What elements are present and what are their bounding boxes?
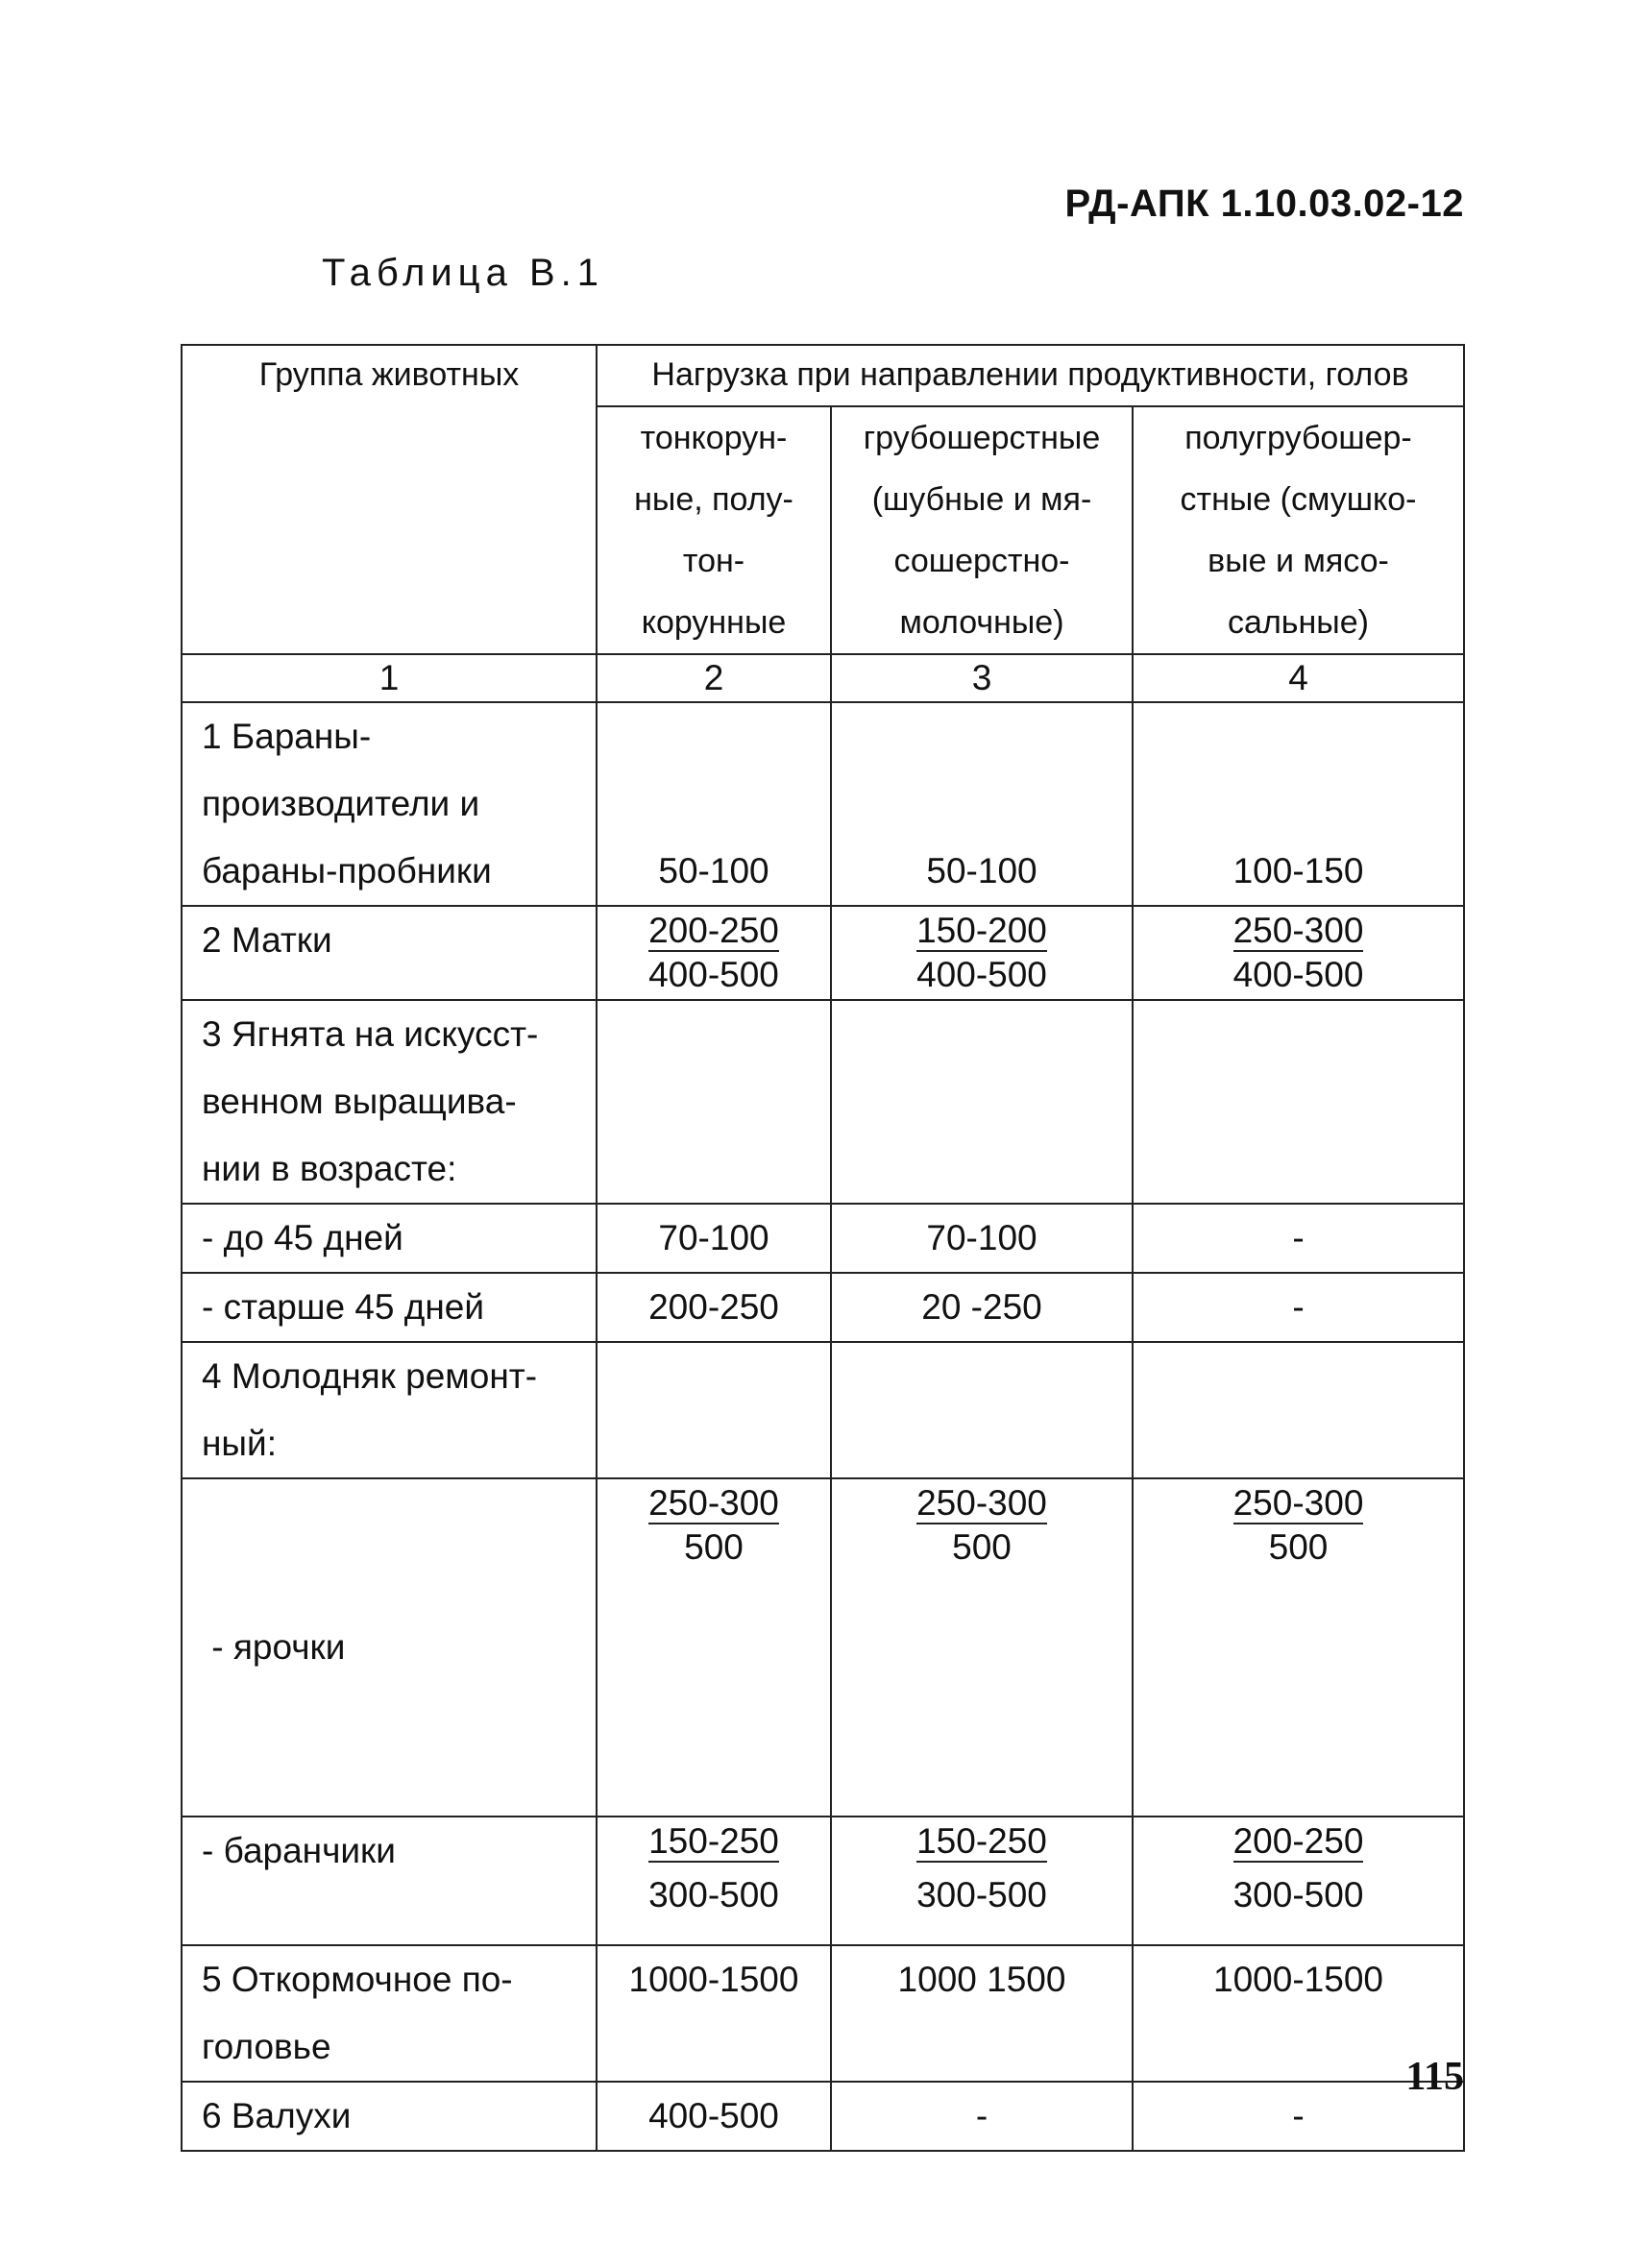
header-line: ные, полу-: [634, 481, 793, 518]
label-line: - до 45 дней: [202, 1218, 403, 1257]
label-line: производители и: [202, 784, 480, 823]
numerator: 200-250: [648, 911, 779, 950]
column-number: 2: [597, 654, 831, 702]
value-cell: -: [831, 2082, 1133, 2151]
denominator: 500: [952, 1527, 1012, 1567]
numerator: 250-300: [916, 1483, 1047, 1523]
numerator: 250-300: [648, 1483, 779, 1523]
label-line: бараны-пробники: [202, 851, 492, 890]
label-line: 3 Ягнята на искусст-: [202, 1014, 539, 1054]
row-label: [182, 1945, 597, 2082]
header-line: корунные: [641, 604, 787, 641]
fraction-value-cell: [597, 906, 831, 1000]
row-label: [182, 1478, 597, 1817]
row-label: [182, 2082, 597, 2151]
document-code: РД-АПК 1.10.03.02-12: [1064, 183, 1464, 225]
numerator: 150-250: [916, 1821, 1047, 1861]
header-line: молочные): [899, 604, 1064, 641]
fraction-value-cell: [597, 1478, 831, 1817]
denominator: 400-500: [1232, 955, 1364, 994]
value-cell: 100-150: [1133, 702, 1464, 906]
column-number: 1: [182, 654, 597, 702]
table-row: [182, 1478, 1464, 1817]
table-row: [182, 1204, 1464, 1273]
page-number: 115: [1405, 2055, 1464, 2099]
numerator: 200-250: [1232, 1821, 1364, 1861]
value-cell: 400-500: [597, 2082, 831, 2151]
value-cell: -: [1133, 2082, 1464, 2151]
header-line: стные (смушко-: [1180, 481, 1417, 518]
fraction-value-cell: [831, 906, 1133, 1000]
value-cell: -: [1133, 1273, 1464, 1342]
fraction-value-cell: [597, 1817, 831, 1945]
row-label: [182, 1000, 597, 1204]
denominator: 400-500: [648, 955, 779, 994]
column-number-row: [182, 654, 1464, 702]
value-cell: 1000 1500: [831, 1945, 1133, 2082]
header-line: сошерстно-: [893, 543, 1070, 579]
value-cell: 70-100: [597, 1204, 831, 1273]
table-row: [182, 2082, 1464, 2151]
value-cell: [1133, 1000, 1464, 1204]
denominator: 300-500: [648, 1875, 779, 1914]
table-row: [182, 906, 1464, 1000]
value-cell: [597, 1000, 831, 1204]
table-row: [182, 1342, 1464, 1478]
header-line: грубошерстные: [863, 420, 1101, 456]
numerator: 150-200: [916, 911, 1047, 950]
label-line: 1 Бараны-: [202, 717, 372, 756]
label-line: нии в возрасте:: [202, 1149, 457, 1188]
table-row: [182, 1817, 1464, 1945]
row-label: [182, 1273, 597, 1342]
fraction-value-cell: [1133, 1478, 1464, 1817]
value-cell: 1000-1500: [1133, 1945, 1464, 2082]
value-cell: 20 -250: [831, 1273, 1133, 1342]
header-line: тон-: [682, 543, 745, 579]
row-label: [182, 702, 597, 906]
fraction-value-cell: [1133, 1817, 1464, 1945]
value-cell: [831, 1000, 1133, 1204]
value-cell: [597, 1342, 831, 1478]
value-cell: 1000-1500: [597, 1945, 831, 2082]
denominator: 300-500: [916, 1875, 1047, 1914]
numerator: 250-300: [1232, 911, 1364, 950]
header-line: (шубные и мя-: [871, 481, 1092, 518]
value-cell: [831, 1342, 1133, 1478]
table-row: [182, 702, 1464, 906]
label-line: 2 Матки: [202, 920, 332, 960]
table-row: [182, 1273, 1464, 1342]
value-cell: 70-100: [831, 1204, 1133, 1273]
table-row: [182, 1000, 1464, 1204]
header-row-top: [182, 345, 1464, 406]
value-cell: 50-100: [831, 702, 1133, 906]
label-line: - ярочки: [202, 1627, 346, 1667]
header-line: тонкорун-: [640, 420, 788, 456]
label-line: головье: [202, 2027, 331, 2066]
label-line: - старше 45 дней: [202, 1287, 485, 1327]
denominator: 500: [1268, 1527, 1329, 1567]
label-line: 5 Откормочное по-: [202, 1960, 513, 1999]
row-label: [182, 1204, 597, 1273]
fraction-value-cell: [831, 1478, 1133, 1817]
denominator: 300-500: [1232, 1875, 1364, 1914]
label-line: 6 Валухи: [202, 2096, 352, 2135]
label-line: ный:: [202, 1424, 277, 1463]
fraction-value-cell: [831, 1817, 1133, 1945]
header-coarse-wool-cell: [831, 406, 1133, 654]
header-line: сальные): [1228, 604, 1369, 641]
numerator: 250-300: [1232, 1483, 1364, 1523]
table-caption: Таблица В.1: [322, 252, 604, 294]
row-label: [182, 1817, 597, 1945]
row-label: [182, 906, 597, 1000]
header-line: вые и мясо-: [1208, 543, 1389, 579]
livestock-load-table: [181, 344, 1465, 2152]
header-group-cell: Группа животных: [182, 345, 597, 654]
header-semi-coarse-cell: [1133, 406, 1464, 654]
denominator: 500: [684, 1527, 744, 1567]
header-fine-wool-cell: [597, 406, 831, 654]
numerator: 150-250: [648, 1821, 779, 1861]
value-cell: [1133, 1342, 1464, 1478]
header-load-cell: Нагрузка при направлении продуктивности, голов: [597, 345, 1464, 406]
table-row: [182, 1945, 1464, 2082]
column-number: 4: [1133, 654, 1464, 702]
value-cell: 50-100: [597, 702, 831, 906]
label-line: венном выращива-: [202, 1082, 517, 1121]
label-line: - баранчики: [202, 1831, 396, 1870]
denominator: 400-500: [916, 955, 1047, 994]
column-number: 3: [831, 654, 1133, 702]
fraction-value-cell: [1133, 906, 1464, 1000]
label-line: 4 Молодняк ремонт-: [202, 1356, 538, 1396]
header-line: полугрубошер-: [1184, 420, 1412, 456]
row-label: [182, 1342, 597, 1478]
value-cell: 200-250: [597, 1273, 831, 1342]
value-cell: -: [1133, 1204, 1464, 1273]
